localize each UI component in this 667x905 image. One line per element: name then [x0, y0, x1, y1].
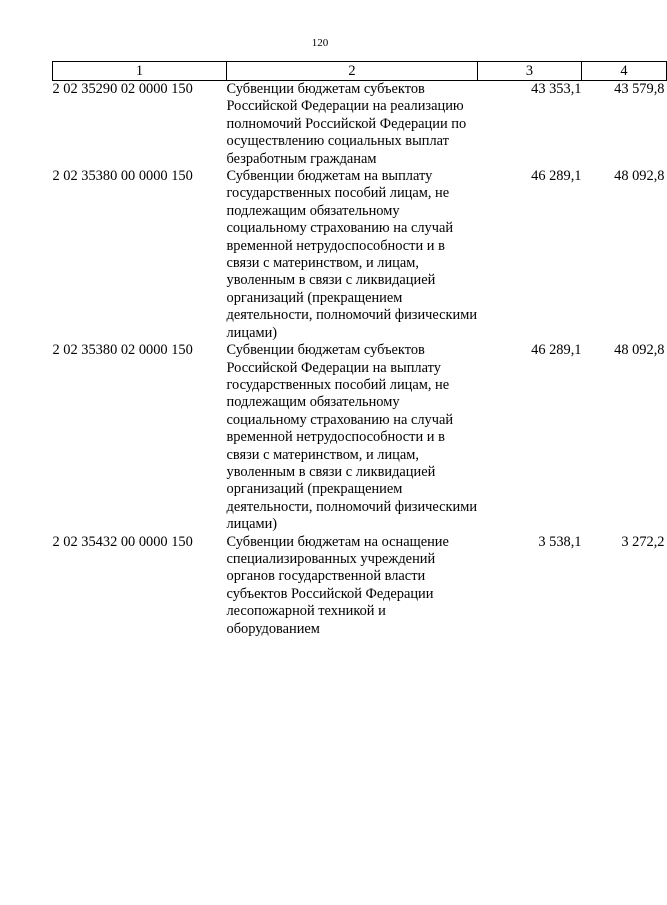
- table-row: [53, 168, 667, 342]
- page-number: 120: [311, 37, 329, 49]
- column-header-2: 2: [227, 62, 478, 81]
- budget-code: 2 02 35290 02 0000 150: [52, 81, 193, 97]
- budget-item-name: Субвенции бюджетам субъектов Российской Федерации на реализацию полномочий Российской Федерации по осуществлению социальных выплат безработным гражданам: [226, 81, 467, 167]
- budget-table: [52, 61, 667, 638]
- budget-item-name: Субвенции бюджетам на оснащение специализированных учреждений органов государственной власти субъектов Российской Федерации лесопожарной техникой и оборудованием: [226, 533, 449, 637]
- table-row: [53, 342, 667, 533]
- amount-column-4: 43 579,8: [614, 81, 665, 97]
- amount-column-3: 46 289,1: [531, 168, 582, 185]
- amount-column-4: 48 092,8: [614, 342, 665, 359]
- budget-code: 2 02 35380 02 0000 150: [52, 342, 193, 359]
- table-row: [53, 81, 667, 169]
- budget-item-name: Субвенции бюджетам субъектов Российской Федерации на выплату государственных пособий лицам, не подлежащим обязательному социальному страхованию на случай временной нетрудоспособности и в связи с материнством, и лицам, уволенным в связи с ликвидацией организаций (прекращением деятельности, полномочий физическими лицами): [226, 342, 478, 533]
- budget-code: 2 02 35380 00 0000 150: [52, 168, 193, 185]
- column-header-1: 1: [53, 62, 227, 81]
- amount-column-4: 48 092,8: [614, 168, 665, 185]
- amount-column-3: 46 289,1: [531, 342, 582, 359]
- budget-item-name: Субвенции бюджетам на выплату государственных пособий лицам, не подлежащим обязательному социальному страхованию на случай временной нетрудоспособности и в связи с материнством, и лицам, уволенным в связи с ликвидацией организаций (прекращением деятельности, полномочий физическими лицами): [226, 168, 478, 341]
- amount-column-4: 3 272,2: [621, 533, 665, 550]
- amount-column-3: 3 538,1: [538, 533, 582, 550]
- column-header-3: 3: [478, 62, 582, 81]
- budget-code: 2 02 35432 00 0000 150: [52, 533, 193, 550]
- table-row: [53, 534, 667, 638]
- table-header-row: [53, 62, 667, 81]
- column-header-4: 4: [582, 62, 667, 81]
- amount-column-3: 43 353,1: [531, 81, 582, 97]
